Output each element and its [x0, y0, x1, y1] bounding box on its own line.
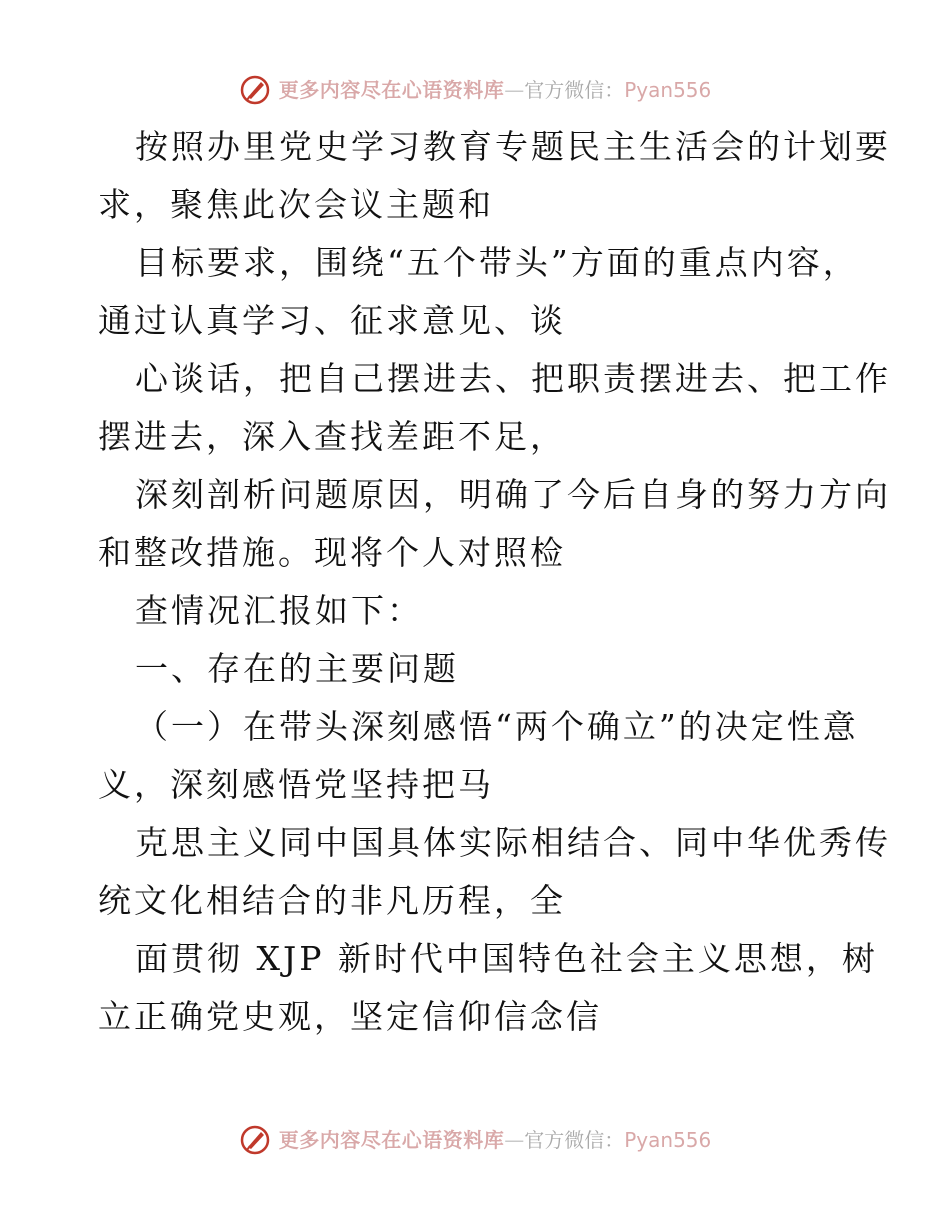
paragraph-line: 立正确党史观，坚定信仰信念信	[98, 997, 602, 1036]
subsection-heading-line: （一）在带头深刻感悟“两个确立”的决定性意	[135, 707, 859, 746]
paragraph-line: 深刻剖析问题原因，明确了今后自身的努力方向	[135, 475, 891, 514]
paragraph-line: 面贯彻 XJP 新时代中国特色社会主义思想，树	[135, 939, 878, 978]
watermark-separator: —	[504, 1128, 525, 1152]
paragraph-line: 克思主义同中国具体实际相结合、同中华优秀传	[135, 823, 891, 862]
paragraph-line: 统文化相结合的非凡历程，全	[98, 881, 566, 920]
paragraph-line: 求，聚焦此次会议主题和	[98, 185, 494, 224]
watermark-text	[279, 80, 712, 100]
paragraph-line: 摆进去，深入查找差距不足，	[98, 417, 566, 456]
header-watermark	[0, 70, 950, 110]
paragraph-line: 按照办里党史学习教育专题民主生活会的计划要	[135, 127, 891, 166]
section-heading: 一、存在的主要问题	[135, 649, 459, 688]
watermark-main-text: 更多内容尽在心语资料库	[278, 1128, 505, 1152]
paragraph-line: 通过认真学习、征求意见、谈	[98, 301, 566, 340]
document-body	[98, 118, 891, 1046]
quill-logo-icon	[239, 1124, 271, 1156]
watermark-contact-id: Pyan556	[624, 1128, 712, 1152]
footer-watermark	[0, 1120, 950, 1160]
paragraph-line: 和整改措施。现将个人对照检	[98, 533, 566, 572]
watermark-separator: —	[504, 78, 525, 102]
watermark-text	[279, 1130, 712, 1150]
paragraph-line: 心谈话，把自己摆进去、把职责摆进去、把工作	[135, 359, 891, 398]
paragraph-line: 查情况汇报如下：	[135, 591, 423, 630]
watermark-contact-label: 官方微信：	[524, 78, 625, 102]
paragraph-line: 目标要求，围绕“五个带头”方面的重点内容，	[135, 243, 859, 282]
watermark-contact-label: 官方微信：	[524, 1128, 625, 1152]
quill-logo-icon	[239, 74, 271, 106]
watermark-contact-id: Pyan556	[624, 78, 712, 102]
watermark-main-text: 更多内容尽在心语资料库	[278, 78, 505, 102]
subsection-heading-line: 义，深刻感悟党坚持把马	[98, 765, 494, 804]
